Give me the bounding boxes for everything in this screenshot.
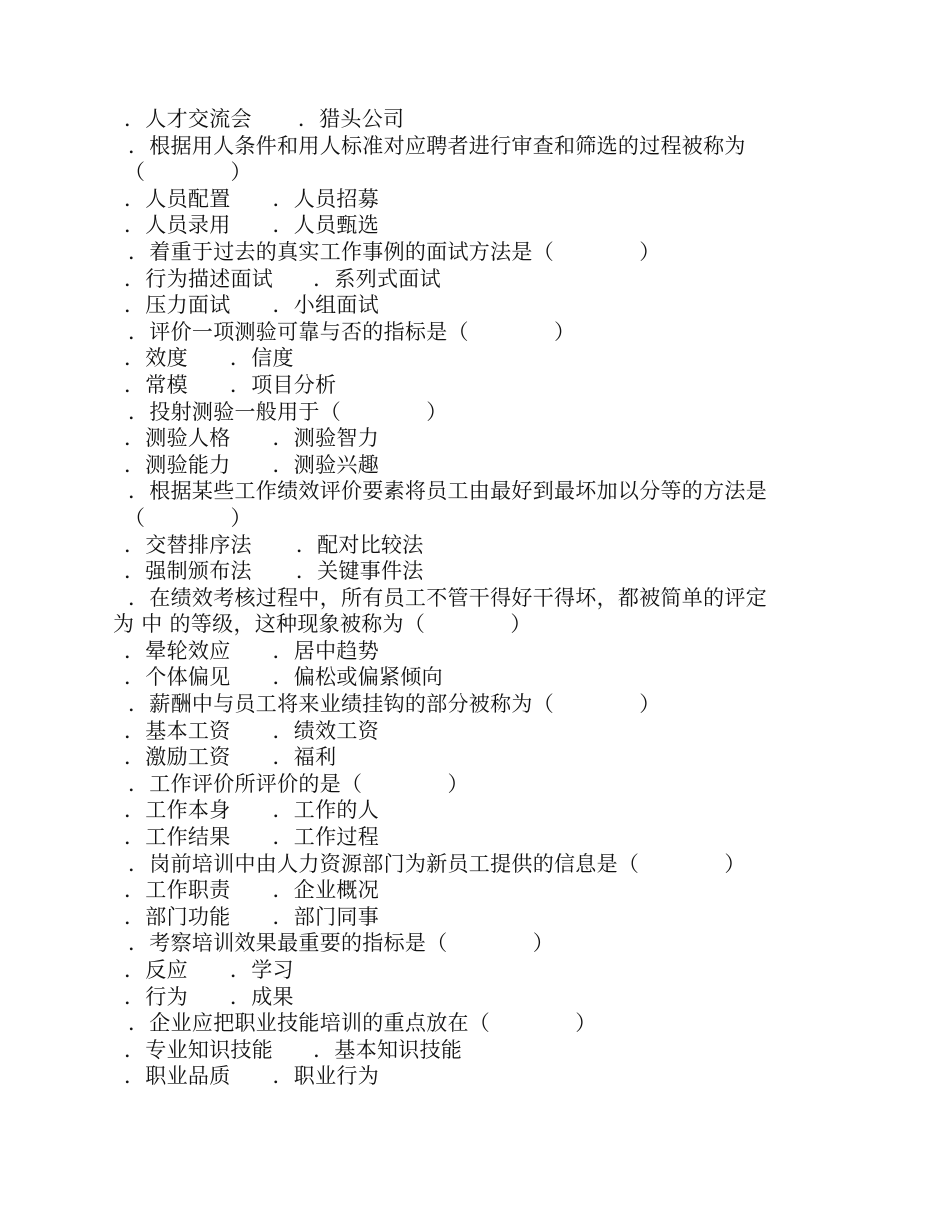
option-line — [0, 718, 950, 745]
option-a: ．行为 — [124, 984, 188, 1009]
option-a: ．人员录用 — [124, 213, 231, 238]
option-a: ．压力面试 — [124, 293, 231, 318]
option-b: ．学习 — [229, 958, 294, 982]
option-a: ．职业品质 — [124, 1064, 231, 1089]
question-line — [0, 239, 950, 266]
option-a: ．行为描述面试 — [124, 266, 274, 291]
option-line — [0, 532, 950, 559]
option-line — [0, 1037, 950, 1064]
option-line — [0, 638, 950, 665]
option-b: ．测验兴趣 — [272, 452, 379, 477]
question-line — [0, 930, 950, 957]
option-b: ．配对比较法 — [295, 532, 424, 557]
option-b: ．工作过程 — [272, 825, 379, 850]
option-b: ．企业概况 — [272, 878, 379, 903]
question-line — [0, 478, 950, 505]
question-text-continued: 为 中 的等级，这种现象被称为（ ） — [113, 612, 532, 637]
question-text: ．考察培训效果最重要的指标是（ ） — [128, 931, 554, 956]
option-a: ．反应 — [124, 958, 188, 982]
option-a: ．部门功能 — [124, 904, 231, 929]
option-b: ．职业行为 — [272, 1064, 379, 1089]
option-b: ．猎头公司 — [297, 107, 405, 131]
option-b: ．信度 — [229, 346, 294, 371]
option-b: ．基本知识技能 — [313, 1037, 463, 1062]
question-text: ．着重于过去的真实工作事例的面试方法是（ ） — [128, 239, 661, 264]
option-a: ．交替排序法 — [124, 532, 252, 557]
question-line — [0, 133, 950, 160]
question-text: ．根据用人条件和用人标准对应聘者进行审查和筛选的过程被称为 — [128, 133, 746, 158]
option-line — [0, 558, 950, 585]
option-line — [0, 877, 950, 904]
question-line — [0, 691, 950, 718]
option-a: ．基本工资 — [124, 718, 231, 743]
question-line — [0, 585, 950, 612]
option-b: ．关键事件法 — [295, 559, 424, 584]
option-b: ．测验智力 — [272, 426, 379, 451]
question-text: ．投射测验一般用于（ ） — [128, 399, 448, 424]
question-line — [0, 851, 950, 878]
option-line — [0, 797, 950, 824]
question-text: ．岗前培训中由人力资源部门为新员工提供的信息是（ ） — [128, 851, 746, 876]
option-line — [0, 904, 950, 931]
option-line — [0, 372, 950, 399]
option-b: ．人员招募 — [272, 186, 379, 211]
question-text: ．在绩效考核过程中，所有员工不管干得好干得坏，都被简单的评定 — [128, 585, 767, 610]
option-a: ．个体偏见 — [124, 665, 231, 690]
option-line — [0, 106, 950, 133]
option-b: ．居中趋势 — [272, 638, 379, 663]
option-b: ．工作的人 — [272, 798, 379, 823]
option-a: ．激励工资 — [124, 745, 231, 770]
option-a: ．常模 — [124, 372, 188, 397]
question-line — [0, 319, 950, 346]
option-b: ．部门同事 — [272, 904, 379, 929]
option-a: ．工作本身 — [124, 798, 231, 823]
option-b: ．小组面试 — [272, 293, 379, 318]
question-text: ．企业应把职业技能培训的重点放在（ ） — [128, 1011, 597, 1036]
option-a: ．晕轮效应 — [124, 638, 231, 663]
option-line — [0, 664, 950, 691]
option-a: ．效度 — [124, 346, 188, 371]
option-line — [0, 425, 950, 452]
option-a: ．测验能力 — [124, 452, 231, 477]
option-a: ．人才交流会 — [124, 107, 252, 131]
question-text: ．根据某些工作绩效评价要素将员工由最好到最坏加以分等的方法是 — [128, 479, 767, 504]
question-text-continued: （ ） — [124, 160, 252, 185]
option-a: ．工作结果 — [124, 825, 231, 850]
option-a: ．强制颁布法 — [124, 559, 252, 584]
option-a: ．人员配置 — [124, 186, 231, 211]
question-continuation — [0, 159, 950, 186]
option-line — [0, 345, 950, 372]
option-b: ．成果 — [229, 984, 294, 1009]
option-line — [0, 984, 950, 1011]
option-b: ．人员甄选 — [272, 213, 379, 238]
question-text: ．评价一项测验可靠与否的指标是（ ） — [128, 319, 576, 344]
option-b: ．项目分析 — [229, 372, 337, 397]
option-a: ．工作职责 — [124, 878, 231, 903]
question-continuation — [0, 611, 950, 638]
option-b: ．绩效工资 — [272, 718, 379, 743]
question-line — [0, 1010, 950, 1037]
document-body — [0, 106, 950, 1090]
option-line — [0, 212, 950, 239]
option-line — [0, 186, 950, 213]
option-a: ．专业知识技能 — [124, 1037, 274, 1062]
option-line — [0, 744, 950, 771]
question-line — [0, 771, 950, 798]
question-text-continued: （ ） — [124, 505, 252, 530]
option-b: ．福利 — [272, 745, 337, 770]
option-b: ．系列式面试 — [313, 266, 441, 291]
option-line — [0, 1063, 950, 1090]
option-b: ．偏松或偏紧倾向 — [272, 665, 443, 690]
option-line — [0, 452, 950, 479]
option-line — [0, 266, 950, 293]
question-line — [0, 399, 950, 426]
option-line — [0, 292, 950, 319]
option-line — [0, 957, 950, 984]
option-a: ．测验人格 — [124, 426, 231, 451]
question-text: ．薪酬中与员工将来业绩挂钩的部分被称为（ ） — [128, 692, 661, 717]
option-line — [0, 824, 950, 851]
question-continuation — [0, 505, 950, 532]
question-text: ．工作评价所评价的是（ ） — [128, 771, 469, 796]
